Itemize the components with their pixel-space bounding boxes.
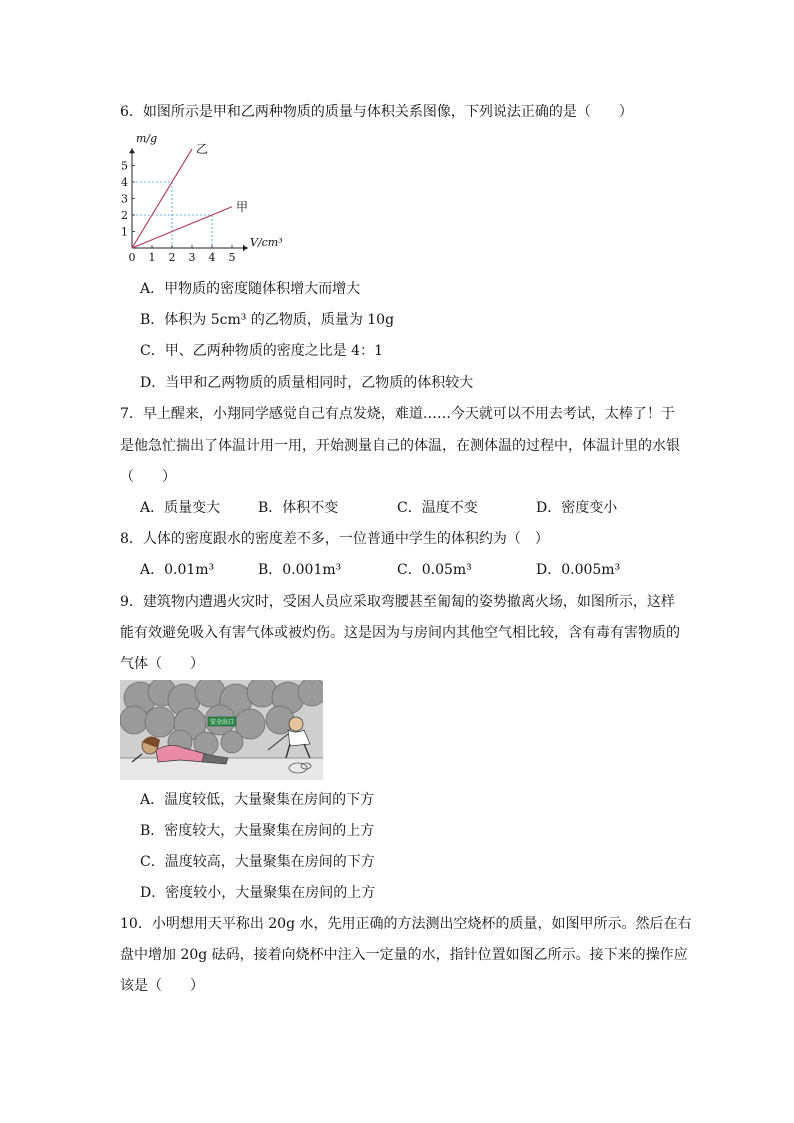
q8-option-d: D．0.005m³ [536,562,621,578]
q10-stem-line3: 该是（ ） [120,978,204,994]
x-tick-label-5: 5 [228,251,236,264]
x-axis-arrow [243,245,248,251]
q9-option-b: B．密度较大，大量聚集在房间的上方 [140,823,375,839]
q7-stem-line3: （ ） [120,469,176,485]
series-label-1: 甲 [236,199,249,214]
q6-option-b: B．体积为 5cm³ 的乙物质，质量为 10g [140,312,395,328]
exit-sign-text: 安全出口 [209,719,235,726]
q8-option-a: A．0.01m³ [140,562,215,578]
q9-stem-line2: 能有效避免吸入有害气体或被灼伤。这是因为与房间内其他空气相比较，含有毒有害物质的 [120,625,680,641]
q10-stem-line1: 10．小明想用天平称出 20g 水，先用正确的方法测出空烧杯的质量，如图甲所示。然后在右 [120,916,692,932]
y-tick-label-1: 1 [121,225,128,239]
q6-option-d: D．当甲和乙两物质的质量相同时，乙物质的体积较大 [140,375,474,391]
q9-option-c: C．温度较高，大量聚集在房间的下方 [140,854,375,870]
q10-stem-line2: 盘中增加 20g 砝码，接着向烧杯中注入一定量的水，指针位置如图乙所示。接下来的操作应 [120,947,688,963]
x-axis-label: V/cm³ [250,236,283,249]
y-tick-label-4: 4 [121,176,128,189]
q8-stem: 8．人体的密度跟水的密度差不多，一位普通中学生的体积约为（ ） [120,531,549,547]
q6-option-c: C．甲、乙两种物质的密度之比是 4：1 [140,343,383,359]
y-axis-label: m/g [136,132,158,145]
y-tick-label-5: 5 [121,159,128,173]
q7-option-a: A．质量变大 [140,500,221,516]
q9-option-a: A．温度较低，大量聚集在房间的下方 [140,792,375,808]
y-tick-label-3: 3 [121,192,128,206]
x-tick-label-2: 2 [168,251,176,264]
q7-stem-line1: 7．早上醒来，小翔同学感觉自己有点发烧，难道……今天就可以不用去考试，太棒了！于 [120,406,675,422]
q9-stem-line3: 气体（ ） [120,656,204,672]
mass-volume-chart [116,130,306,270]
x-tick-label-3: 3 [188,251,196,264]
q8-options [0,560,794,580]
q9-stem-line1: 9．建筑物内遭遇火灾时，受困人员应采取弯腰甚至匍匐的姿势撤离火场，如图所示，这样 [120,594,675,610]
q9-option-d: D．密度较小，大量聚集在房间的上方 [140,885,376,901]
q7-option-d: D．密度变小 [536,500,618,516]
y-axis-arrow [129,148,135,153]
q8-option-c: C．0.05m³ [397,562,472,578]
q6-stem: 6．如图所示是甲和乙两种物质的质量与体积关系图像，下列说法正确的是（ ） [120,104,633,120]
series-label-0: 乙 [196,142,209,156]
series-line-0 [132,149,192,248]
q6-option-a: A．甲物质的密度随体积增大而增大 [140,281,361,297]
y-tick-label-2: 2 [121,209,128,222]
exit-sign [208,717,236,726]
x-tick-label-1: 1 [148,251,156,264]
q7-options [0,498,794,518]
q8-option-b: B．0.001m³ [258,562,342,578]
q7-stem-line2: 是他急忙揣出了体温计用一用，开始测量自己的体温，在测体温的过程中，体温计里的水银 [120,438,680,454]
series-line-1 [132,207,232,248]
q7-option-c: C．温度不变 [397,500,478,516]
x-tick-label-4: 4 [208,251,216,264]
x-tick-label-0: 0 [128,251,136,264]
q7-option-b: B．体积不变 [258,500,339,516]
fire-escape-illustration [120,680,323,780]
